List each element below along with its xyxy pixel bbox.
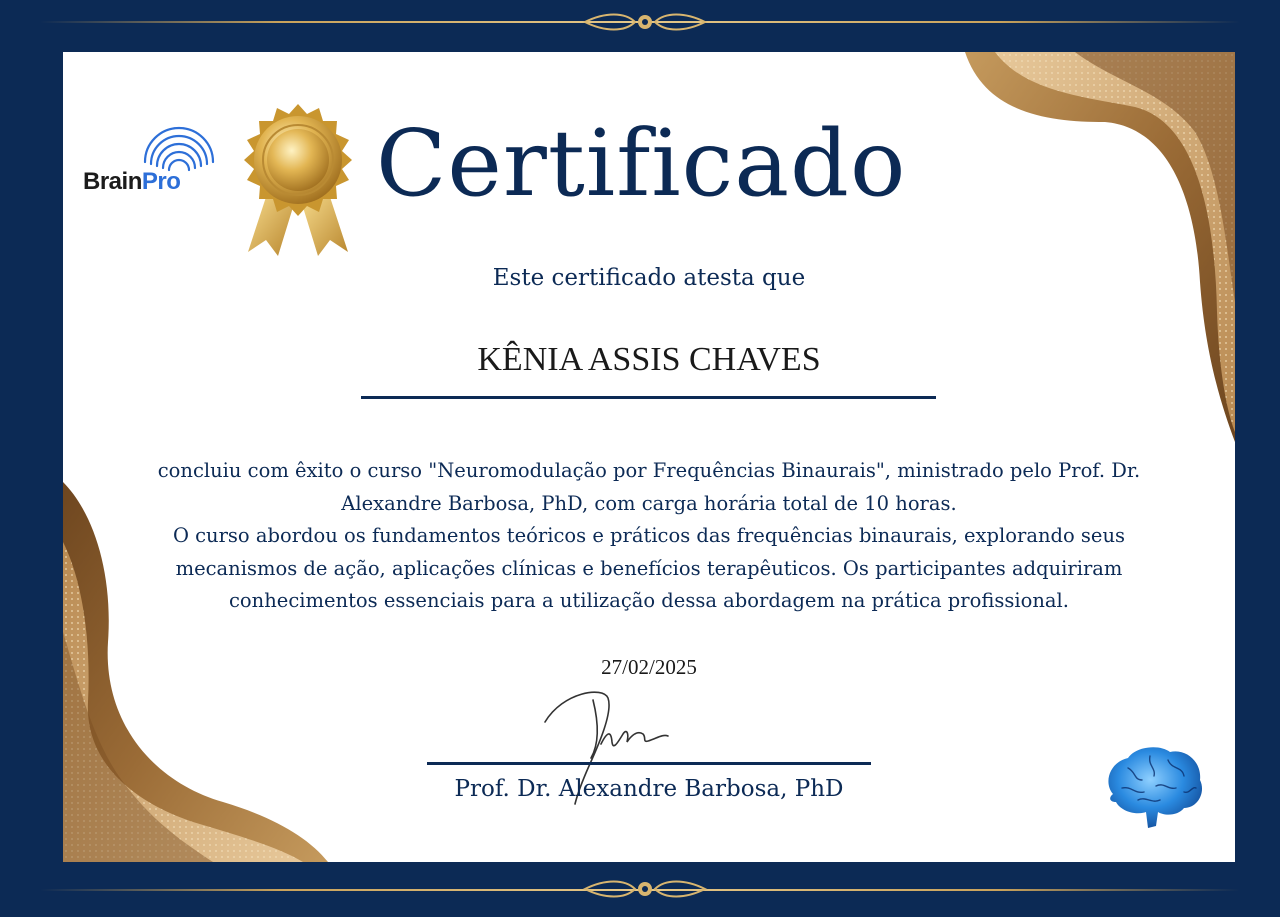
bottom-flourish-ornament xyxy=(580,877,710,901)
signature-line xyxy=(427,762,871,765)
issue-date: 27/02/2025 xyxy=(601,655,697,679)
logo-wordmark xyxy=(83,168,180,196)
gold-rosette-medal-icon xyxy=(238,102,358,258)
signer-name: Prof. Dr. Alexandre Barbosa, PhD xyxy=(454,776,844,802)
top-right-gold-wave xyxy=(965,52,1235,442)
recipient-name: KÊNIA ASSIS CHAVES xyxy=(477,341,821,378)
body-paragraph-1: concluiu com êxito o curso "Neuromodulação por Frequências Binaurais", ministrado pelo Prof. Dr. Alexandre Barbosa, PhD, com carga horária total de 10 horas. xyxy=(157,459,1141,515)
top-flourish-ornament xyxy=(580,10,710,34)
certificate-subtitle: Este certificado atesta que xyxy=(492,265,806,291)
certificate-paper xyxy=(63,52,1235,862)
logo-brand-brain: Brain xyxy=(83,168,142,195)
body-paragraph-2: O curso abordou os fundamentos teóricos e práticos das frequências binaurais, explorando seus mecanismos de ação, aplicações clínicas e benefícios terapêuticos. Os participantes adquiriram conhecimentos essenciais para a utilização dessa abordagem na prática profissional. xyxy=(172,524,1126,612)
blue-brain-icon xyxy=(1098,742,1208,834)
recipient-name-underline xyxy=(361,396,936,399)
brainpro-logo xyxy=(81,124,216,204)
certificate-title: Certificado xyxy=(376,110,907,217)
logo-brand-pro: Pro xyxy=(141,168,181,195)
certificate-body xyxy=(133,455,1165,618)
